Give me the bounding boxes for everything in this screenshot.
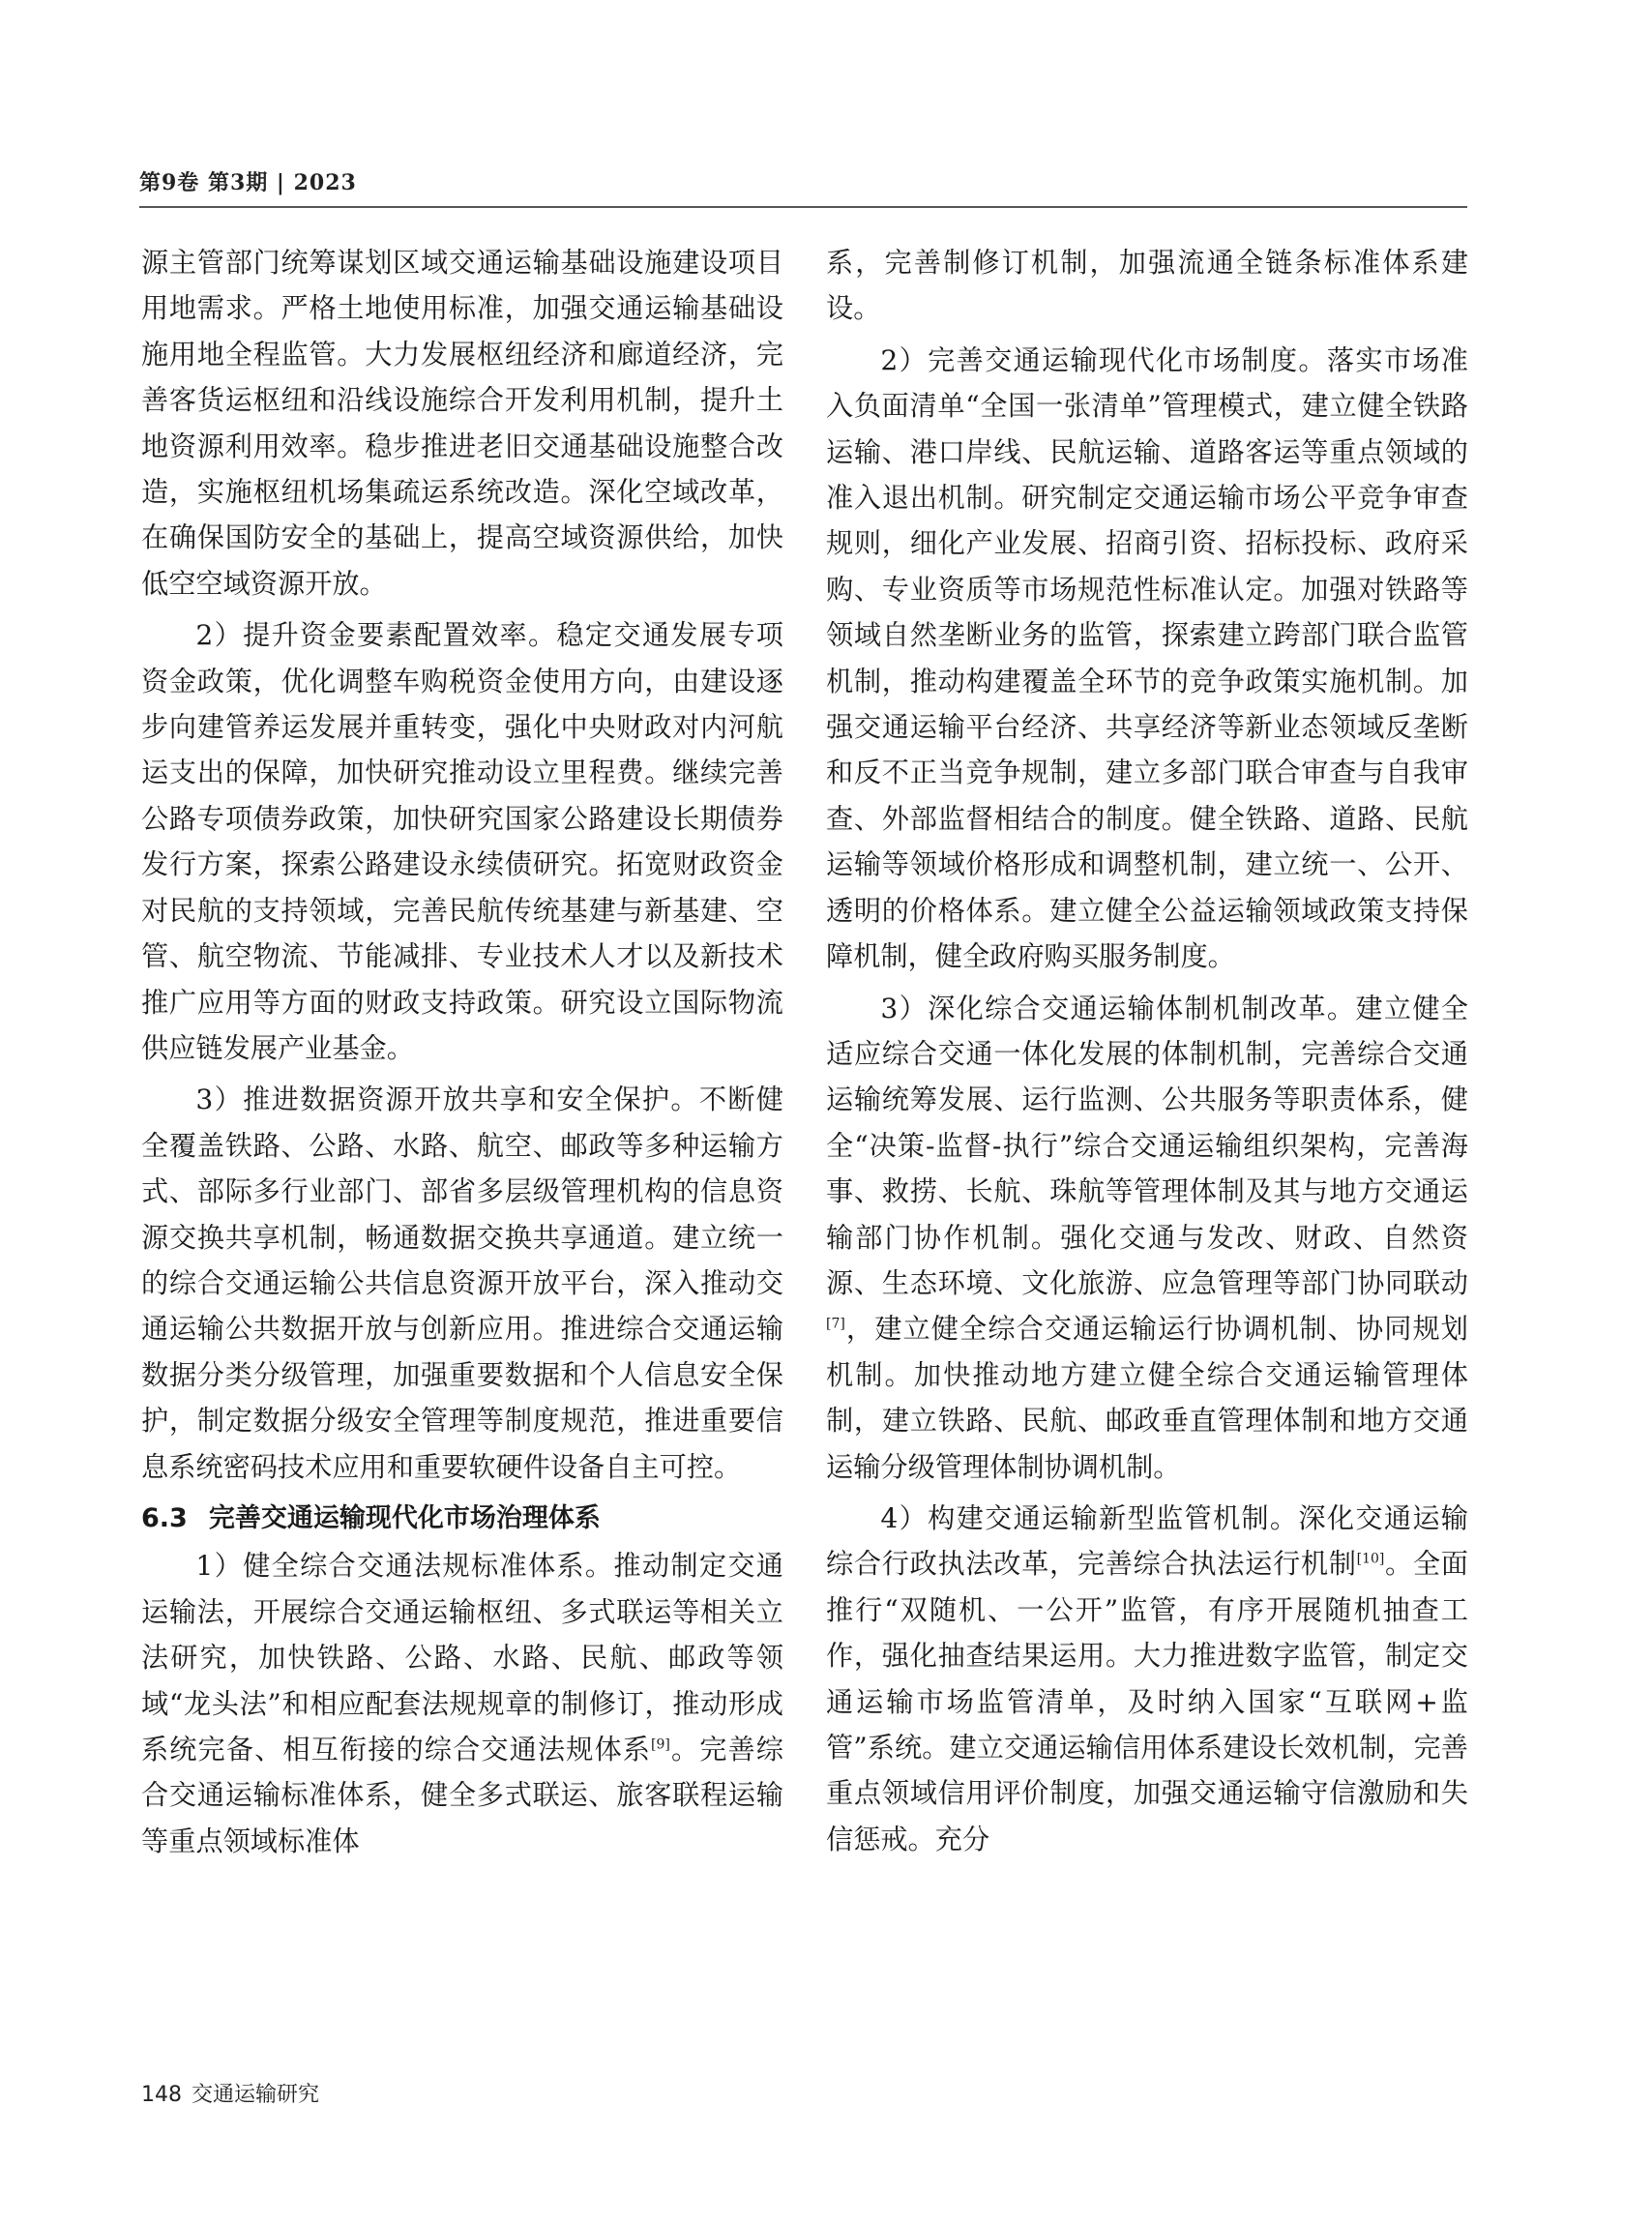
page-number: 148 xyxy=(141,2083,182,2107)
citation-ref: [9] xyxy=(651,1736,670,1753)
citation-ref: [7] xyxy=(826,1316,845,1332)
paragraph: 源主管部门统筹谋划区域交通运输基础设施建设项目用地需求。严格土地使用标准，加强交通运输基础设施用地全程监管。大力发展枢纽经济和廊道经济，完善客货运枢纽和沿线设施综合开发利用机制，提升土地资源利用效率。稳步推进老旧交通基础设施整合改造，实施枢纽机场集疏运系统改造。深化空域改革，在确保国防安全的基础上，提高空域资源供给，加快低空空域资源开放。 xyxy=(141,247,783,600)
paragraph: 2）提升资金要素配置效率。稳定交通发展专项资金政策，优化调整车购税资金使用方向，由建设逐步向建管养运发展并重转变，强化中央财政对内河航运支出的保障，加快研究推动设立里程费。继续完善公路专项债券政策，加快研究国家公路建设长期债券发行方案，探索公路建设永续债研究。拓宽财政资金对民航的支持领域，完善民航传统基建与新基建、空管、航空物流、节能减排、专业技术人才以及新技术推广应用等方面的财政支持政策。研究设立国际物流供应链发展产业基金。 xyxy=(141,619,783,1064)
journal-name: 交通运输研究 xyxy=(192,2083,320,2107)
citation-ref: [10] xyxy=(1356,1551,1385,1567)
right-column xyxy=(826,240,1468,1868)
paragraph: 系，完善制修订机制，加强流通全链条标准体系建设。 xyxy=(826,247,1468,325)
paragraph-text: 。完善综合交通运输标准体系，健全多式联运、旅客联程运输等重点领域标准体 xyxy=(141,1734,783,1857)
paragraph-text: ，建立健全综合交通运输运行协调机制、协同规划机制。加快推动地方建立健全综合交通运输管理体制，建立铁路、民航、邮政垂直管理体制和地方交通运输分级管理体制协调机制。 xyxy=(826,1313,1468,1483)
paragraph xyxy=(826,986,1468,1490)
paragraph-text: 。全面推行“双随机、一公开”监管，有序开展随机抽查工作，强化抽查结果运用。大力推进数字监管，制定交通运输市场监管清单，及时纳入国家“互联网+监管”系统。建立交通运输信用体系建设长效机制，完善重点领域信用评价制度，加强交通运输守信激励和失信惩戒。充分 xyxy=(826,1548,1468,1855)
paragraph xyxy=(826,1496,1468,1862)
page-footer xyxy=(141,2078,319,2108)
paragraph-text: 3）深化综合交通运输体制机制改革。建立健全适应综合交通一体化发展的体制机制，完善综合交通运输统筹发展、运行监测、公共服务等职责体系，健全“决策-监督-执行”综合交通运输组织架构，完善海事、救捞、长航、珠航等管理体制及其与地方交通运输部门协作机制。强化交通与发改、财政、自然资源、生态环境、文化旅游、应急管理等部门协同联动 xyxy=(826,992,1468,1299)
left-column xyxy=(141,240,783,1870)
section-title: 完善交通运输现代化市场治理体系 xyxy=(208,1502,601,1533)
paragraph: 2）完善交通运输现代化市场制度。落实市场准入负面清单“全国一张清单”管理模式，建立健全铁路运输、港口岸线、民航运输、道路客运等重点领域的准入退出机制。研究制定交通运输市场公平竞争审查规则，细化产业发展、招商引资、招标投标、政府采购、专业资质等市场规范性标准认定。加强对铁路等领域自然垄断业务的监管，探索建立跨部门联合监管机制，推动构建覆盖全环节的竞争政策实施机制。加强交通运输平台经济、共享经济等新业态领域反垄断和反不正当竞争规制，建立多部门联合审查与自我审查、外部监督相结合的制度。健全铁路、道路、民航运输等领域价格形成和调整机制，建立统一、公开、透明的价格体系。建立健全公益运输领域政策支持保障机制，健全政府购买服务制度。 xyxy=(826,343,1468,973)
paragraph-text: 4）构建交通运输新型监管机制。深化交通运输综合行政执法改革，完善综合执法运行机制 xyxy=(826,1501,1468,1581)
section-heading xyxy=(141,1496,783,1541)
header-rule xyxy=(139,206,1467,208)
paragraph xyxy=(141,1543,783,1864)
section-number: 6.3 xyxy=(141,1502,188,1533)
paragraph: 3）推进数据资源开放共享和安全保护。不断健全覆盖铁路、公路、水路、航空、邮政等多种运输方式、部际多行业部门、部省多层级管理机构的信息资源交换共享机制，畅通数据交换共享通道。建立统一的综合交通运输公共信息资源开放平台，深入推动交通运输公共数据开放与创新应用。推进综合交通运输数据分类分级管理，加强重要数据和个人信息安全保护，制定数据分级安全管理等制度规范，推进重要信息系统密码技术应用和重要软硬件设备自主可控。 xyxy=(141,1083,783,1483)
running-header: 第9卷 第3期 | 2023 xyxy=(139,170,357,195)
paragraph-text: 1）健全综合交通法规标准体系。推动制定交通运输法，开展综合交通运输枢纽、多式联运等相关立法研究，加快铁路、公路、水路、民航、邮政等领域“龙头法”和相应配套法规规章的制修订，推动形成系统完备、相互衔接的综合交通法规体系 xyxy=(141,1550,783,1765)
